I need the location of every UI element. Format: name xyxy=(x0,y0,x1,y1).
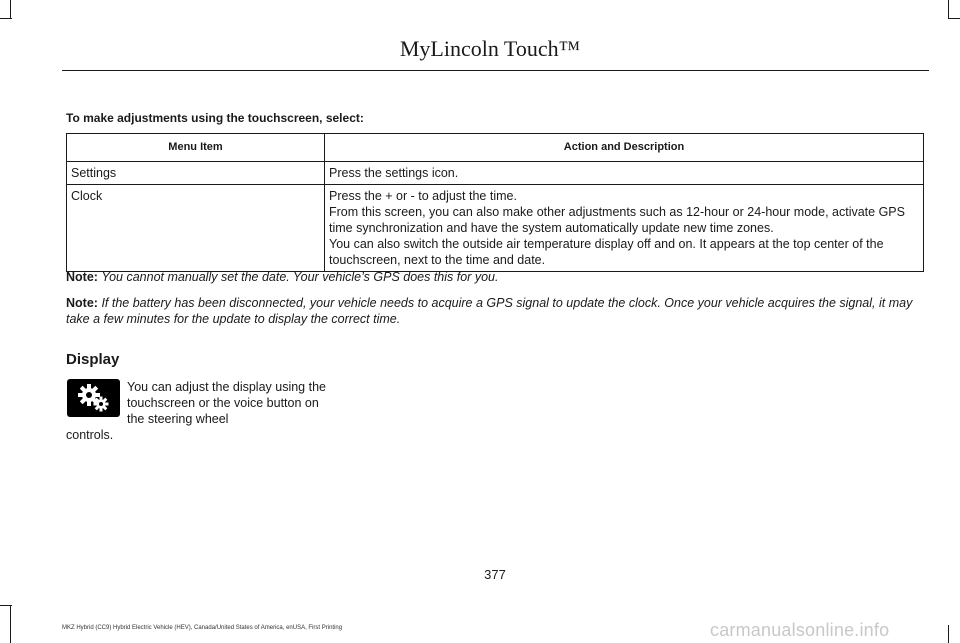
note-label: Note: xyxy=(66,296,98,310)
desc-line: From this screen, you can also make other adjustments such as 12-hour or 24-hour mode, activate GPS time synchronization and have the system automatically update new time zones. xyxy=(329,205,905,235)
desc-line: Press the + or - to adjust the time. xyxy=(329,189,517,203)
desc-line: Press the settings icon. xyxy=(329,166,459,180)
table-header-action: Action and Description xyxy=(325,134,924,162)
intro-text: To make adjustments using the touchscreen, select: xyxy=(66,111,364,125)
desc-line: You can also switch the outside air temperature display off and on. It appears at the top center of the touchscreen, next to the time and date. xyxy=(329,237,884,267)
table-row xyxy=(67,162,924,185)
note-text: If the battery has been disconnected, your vehicle needs to acquire a GPS signal to update the clock. Once your vehicle acquires the signal, it may take a few minutes for the update to display the correct time. xyxy=(66,296,913,326)
watermark: carmanualsonline.info xyxy=(710,620,890,640)
note-date xyxy=(66,269,926,285)
page-header-title: MyLincoln Touch™ xyxy=(399,36,581,61)
crop-mark xyxy=(10,0,11,18)
section-heading-display: Display xyxy=(66,351,120,368)
table-cell-item: Clock xyxy=(67,185,325,272)
page-number: 377 xyxy=(484,567,506,582)
settings-gears-icon xyxy=(67,379,120,417)
table-cell-desc xyxy=(325,162,924,185)
crop-mark xyxy=(948,18,960,19)
footer-text: MKZ Hybrid (CC9) Hybrid Electric Vehicle (HEV), Canada/United States of America, enUSA, First Printing xyxy=(62,625,343,631)
table-row xyxy=(67,185,924,272)
note-battery xyxy=(66,295,926,327)
crop-mark xyxy=(948,0,949,18)
table-cell-desc xyxy=(325,185,924,272)
table-header-row xyxy=(67,134,924,162)
table-header-menu-item: Menu Item xyxy=(67,134,325,162)
header-rule xyxy=(62,70,929,71)
crop-mark xyxy=(10,605,11,643)
note-text: You cannot manually set the date. Your vehicle’s GPS does this for you. xyxy=(101,270,499,284)
note-label: Note: xyxy=(66,270,98,284)
crop-mark xyxy=(0,605,12,606)
settings-table xyxy=(66,133,924,272)
crop-mark xyxy=(948,625,949,643)
crop-mark xyxy=(0,18,12,19)
display-description: You can adjust the display using the touchscreen or the voice button on the steering wheel xyxy=(127,380,326,426)
table-cell-item: Settings xyxy=(67,162,325,185)
display-description-tail: controls. xyxy=(66,428,114,442)
